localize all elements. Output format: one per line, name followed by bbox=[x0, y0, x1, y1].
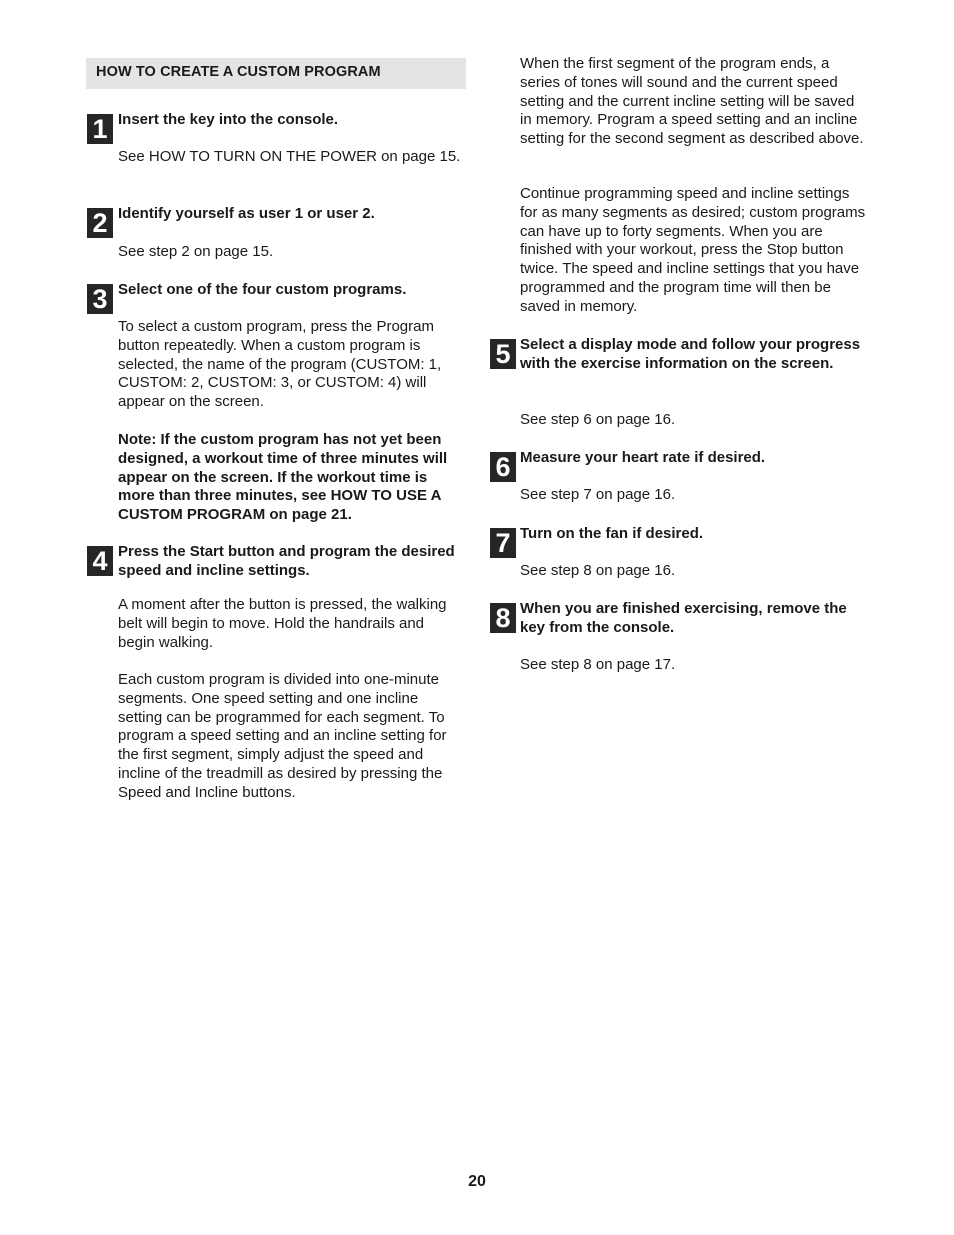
step-6-badge: 6 bbox=[490, 452, 516, 482]
step-1-text: See HOW TO TURN ON THE POWER on page 15. bbox=[118, 148, 461, 165]
step-1-heading: Insert the key into the console. bbox=[118, 111, 339, 128]
step-4-text-3: When the first segment of the program ends, a series of tones will sound and the current speed setting and the current incline setting will be saved in memory. Program a speed setting and an incline setting for the second segment as described above. bbox=[520, 55, 864, 148]
step-7-badge: 7 bbox=[490, 528, 516, 558]
step-6-heading: Measure your heart rate if desired. bbox=[520, 449, 766, 466]
step-6-text: See step 7 on page 16. bbox=[520, 486, 676, 503]
step-4-text-1: A moment after the button is pressed, the walking belt will begin to move. Hold the handrails and begin walking. bbox=[118, 596, 447, 651]
step-4-text-4: Continue programming speed and incline settings for as many segments as desired; custom programs can have up to forty segments. When you are finished with your workout, press the Stop button twice. The speed and incline settings that you have programmed and the program time will then be saved in memory. bbox=[520, 185, 866, 315]
step-5-text: See step 6 on page 16. bbox=[520, 411, 676, 428]
step-3-badge: 3 bbox=[87, 284, 113, 314]
step-2-heading: Identify yourself as user 1 or user 2. bbox=[118, 205, 375, 222]
step-3-heading: Select one of the four custom programs. bbox=[118, 281, 407, 298]
step-1-badge: 1 bbox=[87, 114, 113, 144]
step-8-text: See step 8 on page 17. bbox=[520, 656, 676, 673]
step-5-badge: 5 bbox=[490, 339, 516, 369]
step-3-note: Note: If the custom program has not yet been designed, a workout time of three minutes will appear on the screen. If the workout time is more than three minutes, see HOW TO USE A CUSTOM PROGRAM on page 21. bbox=[118, 431, 448, 524]
step-7-heading: Turn on the fan if desired. bbox=[520, 525, 704, 542]
step-3-text: To select a custom program, press the Program button repeatedly. When a custom program is selected, the name of the program (CUSTOM: 1, CUSTOM: 2, CUSTOM: 3, or CUSTOM: 4) will appear on the screen. bbox=[118, 318, 442, 411]
step-5-heading: Select a display mode and follow your progress with the exercise information on the screen. bbox=[520, 336, 861, 372]
section-header: HOW TO CREATE A CUSTOM PROGRAM bbox=[86, 58, 466, 89]
step-2-text: See step 2 on page 15. bbox=[118, 243, 274, 260]
step-2-badge: 2 bbox=[87, 208, 113, 238]
step-4-heading: Press the Start button and program the desired speed and incline settings. bbox=[118, 543, 455, 579]
page-number: 20 bbox=[468, 1173, 486, 1190]
step-8-heading: When you are finished exercising, remove the key from the console. bbox=[520, 600, 847, 636]
step-4-badge: 4 bbox=[87, 546, 113, 576]
step-7-text: See step 8 on page 16. bbox=[520, 562, 676, 579]
step-4-text-2: Each custom program is divided into one-minute segments. One speed setting and one incline setting can be programmed for each segment. To program a speed setting and an incline setting for the first segment, simply adjust the speed and incline of the treadmill as desired by pressing the Speed and Incline buttons. bbox=[118, 671, 447, 801]
step-8-badge: 8 bbox=[490, 603, 516, 633]
